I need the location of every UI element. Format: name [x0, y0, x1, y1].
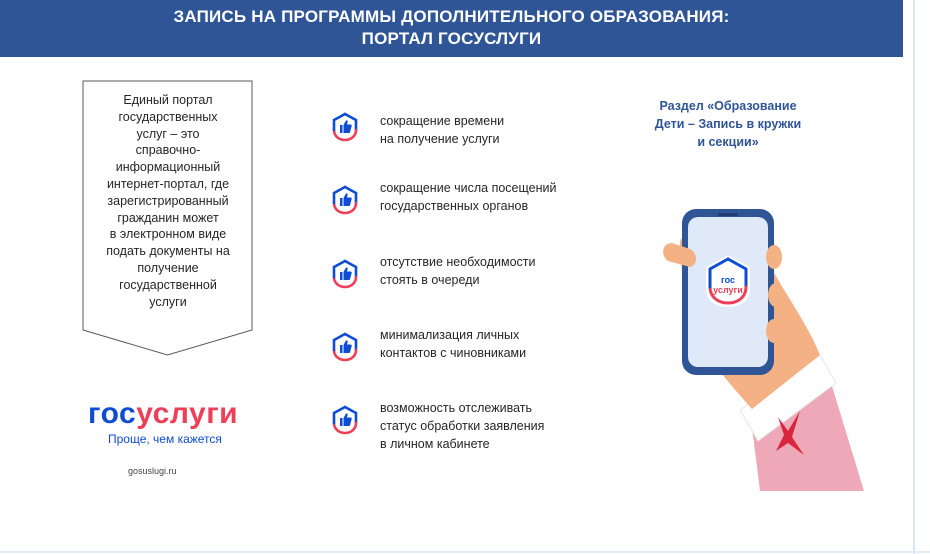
section-title-line: Дети – Запись в кружки	[654, 117, 802, 131]
callout-line: государственных	[118, 109, 218, 124]
thumbs-up-icon	[330, 112, 360, 142]
callout-line: справочно-	[135, 143, 201, 158]
thumbs-up-icon	[330, 332, 360, 362]
frame-right-border	[913, 0, 915, 554]
benefit-text	[380, 112, 600, 148]
benefit-line: в личном кабинете	[380, 437, 490, 451]
logo-wordmark	[88, 398, 248, 430]
thumbs-up-icon	[330, 259, 360, 289]
finger	[766, 245, 782, 269]
callout-line: Единый портал	[123, 93, 213, 107]
site-url: gosuslugi.ru	[128, 466, 177, 476]
gosuslugi-logo	[88, 398, 248, 446]
benefit-text	[380, 326, 600, 362]
hand-phone-illustration	[640, 195, 880, 495]
finger	[766, 319, 782, 343]
benefit-text	[380, 179, 600, 215]
logo-part-gos: гос	[88, 397, 137, 430]
thumbs-up-icon	[330, 405, 360, 435]
callout-line: информационный	[115, 160, 221, 175]
phone-logo-line-2: услуги	[713, 285, 743, 295]
phone-speaker	[718, 213, 738, 216]
callout-line: интернет-портал, где	[106, 176, 230, 191]
callout-line: государственной	[119, 277, 217, 292]
callout-line: подать документы на	[106, 244, 230, 259]
header-line-1: ЗАПИСЬ НА ПРОГРАММЫ ДОПОЛНИТЕЛЬНОГО ОБРАЗОВАНИЯ:	[173, 7, 730, 26]
header-line-2: ПОРТАЛ ГОСУСЛУГИ	[361, 29, 542, 48]
section-title-line: и секции»	[697, 135, 759, 149]
benefit-line: возможность отслеживать	[380, 401, 533, 415]
portal-description-callout	[82, 80, 254, 356]
callout-line: услуги	[149, 294, 187, 309]
logo-tagline: Проще, чем кажется	[108, 432, 222, 446]
benefit-line: государственных органов	[380, 199, 529, 213]
phone-logo-line-1: гос	[720, 275, 736, 285]
section-title	[648, 97, 808, 151]
benefit-line: отсутствие необходимости	[380, 255, 536, 269]
section-title-line: Раздел «Образование	[659, 99, 797, 113]
callout-line: получение	[137, 260, 199, 275]
benefit-line: статус обработки заявления	[380, 419, 545, 433]
finger	[768, 283, 784, 307]
benefit-line: сокращение числа посещений	[380, 181, 557, 195]
callout-line: зарегистрированный	[107, 193, 229, 208]
thumbs-up-icon	[330, 185, 360, 215]
logo-part-uslugi: услуги	[136, 397, 239, 430]
benefit-line: сокращение времени	[380, 114, 505, 128]
frame-bottom-border	[0, 551, 930, 553]
benefit-line: минимализация личных	[380, 328, 520, 342]
benefit-text	[380, 253, 600, 289]
benefit-text	[380, 399, 600, 453]
benefit-line: контактов с чиновниками	[380, 346, 527, 360]
benefit-line: стоять в очереди	[380, 273, 480, 287]
page-header	[0, 0, 903, 57]
callout-line: в электронном виде	[109, 227, 227, 242]
callout-text	[90, 92, 246, 310]
benefit-line: на получение услуги	[380, 132, 500, 146]
callout-line: гражданин может	[117, 210, 219, 225]
callout-line: услуг – это	[136, 126, 200, 141]
